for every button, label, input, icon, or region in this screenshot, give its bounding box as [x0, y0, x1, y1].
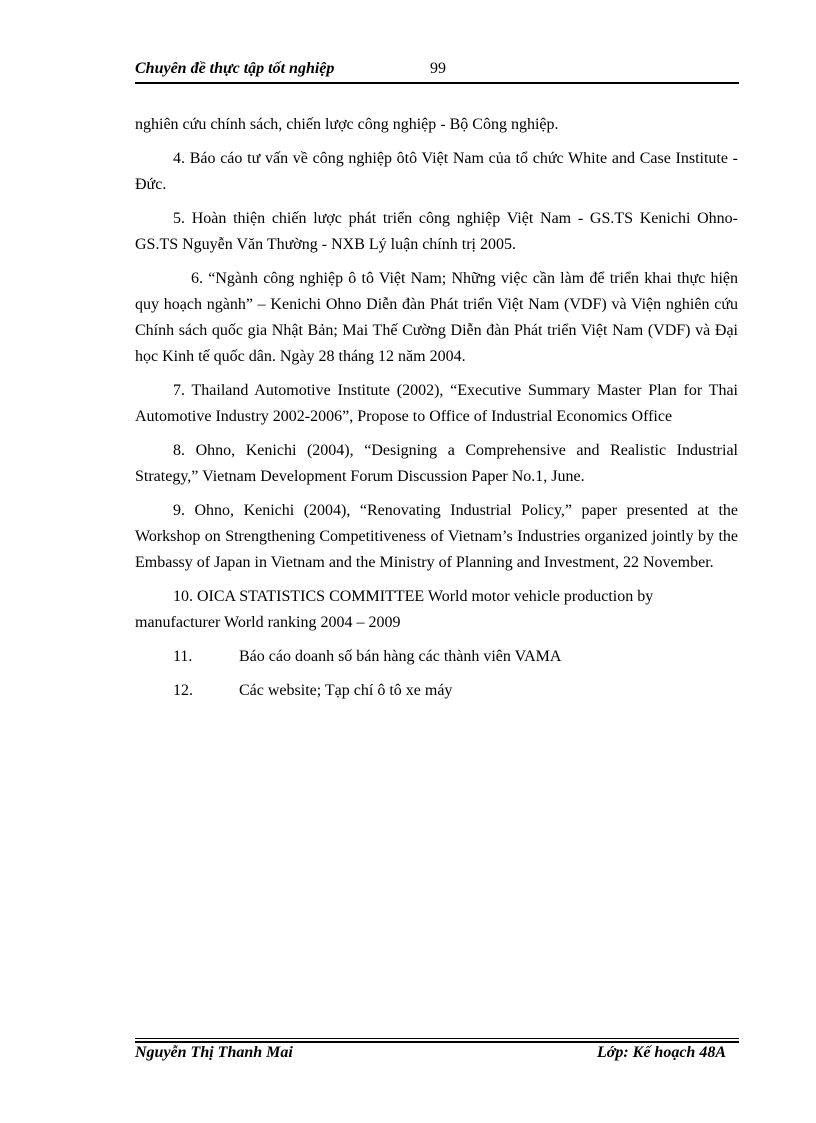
- footer-class: Lớp: Kế hoạch 48A: [596, 1044, 726, 1061]
- header-divider: [135, 82, 739, 84]
- footer-author: Nguyễn Thị Thanh Mai: [135, 1044, 293, 1061]
- reference-text: Báo cáo doanh số bán hàng các thành viên VAMA: [239, 648, 562, 665]
- reference-item-11: [135, 644, 738, 670]
- footer-divider-thick: [135, 1041, 739, 1043]
- reference-item-6: 6. “Ngành công nghiệp ô tô Việt Nam; Những việc cần làm để triển khai thực hiện quy hoạch ngành” – Kenichi Ohno Diễn đàn Phát triển Việt Nam (VDF) và Viện nghiên cứu Chính sách quốc gia Nhật Bản; Mai Thế Cường Diễn đàn Phát triển Việt Nam (VDF) và Đại học Kinh tế quốc dân. Ngày 28 tháng 12 năm 2004.: [135, 270, 738, 365]
- page-header: [135, 60, 739, 84]
- reference-number: 12.: [173, 682, 193, 699]
- reference-item-4: 4. Báo cáo tư vấn về công nghiệp ôtô Việt Nam của tổ chức White and Case Institute - Đức.: [135, 150, 738, 193]
- footer-divider-thin: [135, 1038, 739, 1039]
- reference-item-3-continuation: nghiên cứu chính sách, chiến lược công nghiệp - Bộ Công nghiệp.: [135, 116, 559, 133]
- reference-item-7: 7. Thailand Automotive Institute (2002), “Executive Summary Master Plan for Thai Automotive Industry 2002-2006”, Propose to Office of Industrial Economics Office: [135, 382, 738, 425]
- reference-number: 11.: [173, 648, 193, 665]
- reference-item-10: 10. OICA STATISTICS COMMITTEE World motor vehicle production by manufacturer World ranking 2004 – 2009: [135, 588, 654, 631]
- reference-text: Các website; Tạp chí ô tô xe máy: [239, 682, 453, 699]
- header-title: Chuyên đề thực tập tốt nghiệp: [135, 60, 335, 77]
- reference-item-8: 8. Ohno, Kenichi (2004), “Designing a Comprehensive and Realistic Industrial Strategy,” Vietnam Development Forum Discussion Paper No.1, June.: [135, 442, 738, 485]
- reference-item-9: 9. Ohno, Kenichi (2004), “Renovating Industrial Policy,” paper presented at the Workshop on Strengthening Competitiveness of Vietnam’s Industries organized jointly by the Embassy of Japan in Vietnam and the Ministry of Planning and Investment, 22 November.: [135, 502, 738, 571]
- reference-item-5: 5. Hoàn thiện chiến lược phát triển công nghiệp Việt Nam - GS.TS Kenichi Ohno-GS.TS Nguyễn Văn Thường - NXB Lý luận chính trị 2005.: [135, 210, 738, 253]
- page-number: 99: [430, 60, 446, 77]
- reference-item-12: [135, 678, 738, 704]
- reference-list: [135, 112, 738, 712]
